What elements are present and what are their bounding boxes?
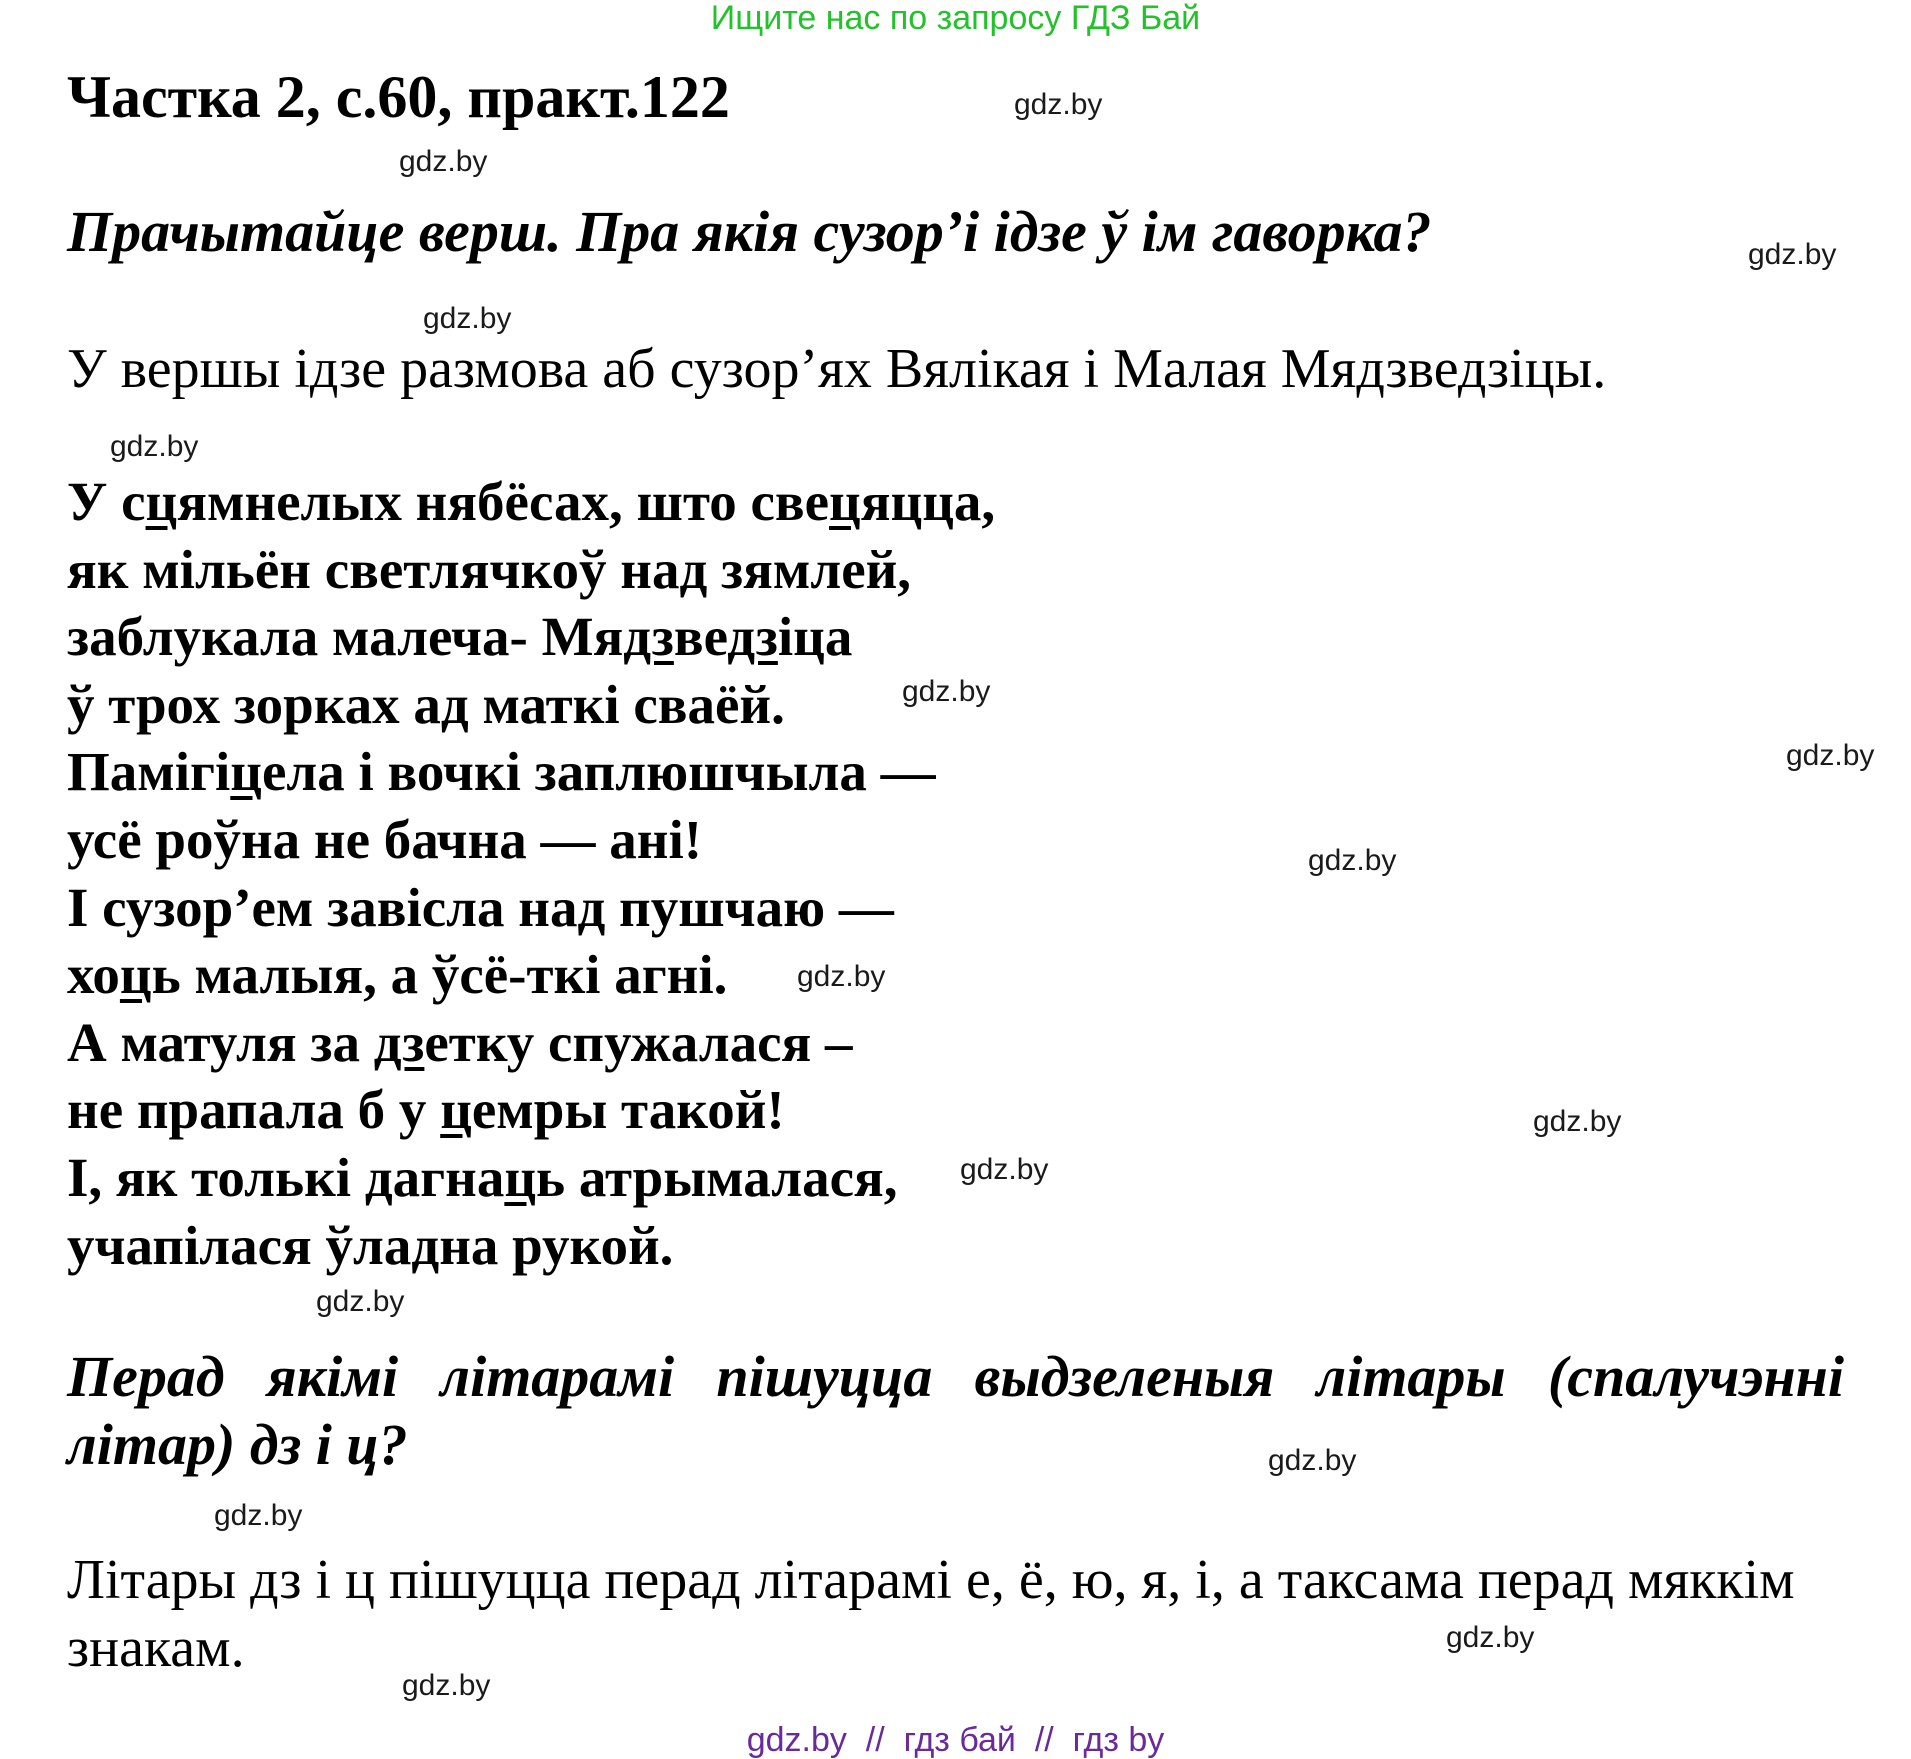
poem-line (67, 468, 995, 536)
poem-text: І сузор’ем завісла над пушчаю — (67, 876, 894, 938)
answer-2: Літары дз і ц пішуцца перад літарамі е, ё, ю, я, і, а таксама перад мяккім знакам. (67, 1549, 1795, 1679)
poem-text: У с (67, 471, 146, 532)
highlighted-letters: ц (440, 1079, 472, 1141)
poem-line (67, 536, 995, 604)
poem-text: заблукала малеча- Мя (67, 606, 624, 668)
poem-text: І, як толькі дагна (67, 1146, 505, 1208)
highlighted-letters: дз (373, 1011, 425, 1073)
highlighted-letters: ц (145, 471, 178, 532)
highlighted-letters: дз (727, 606, 778, 668)
poem-text: хо (67, 944, 120, 1006)
poem-text: ў трох зорках ад маткі сваёй. (67, 673, 785, 735)
poem-text: ела і вочкі заплюшчыла — (261, 741, 936, 803)
poem-line (67, 1076, 995, 1144)
poem-text: учапілася ўладна рукой. (67, 1214, 674, 1276)
poem-text: ямнелых нябёсах, што све (177, 471, 830, 532)
watermark: gdz.by (402, 1669, 491, 1702)
poem-line (67, 874, 995, 942)
poem-text: етку спужалася – (424, 1011, 853, 1073)
poem-line (67, 671, 995, 739)
poem-text: ь малыя, а ўсё-ткі агні. (151, 944, 728, 1006)
watermark: gdz.by (902, 675, 991, 708)
poem-line (67, 806, 995, 874)
poem-text: Памігі (67, 741, 231, 803)
poem (67, 468, 995, 1279)
question-1: Прачытайце верш. Пра якія сузор’і ідзе ў ім гаворка? (67, 199, 1432, 264)
watermark: gdz.by (110, 430, 199, 463)
poem-text: яцца, (860, 471, 996, 532)
watermark: gdz.by (423, 302, 512, 335)
page-heading: Частка 2, с.60, практ.122 (67, 64, 730, 130)
poem-line (67, 1144, 995, 1212)
watermark: gdz.by (1268, 1444, 1357, 1477)
watermark: gdz.by (1748, 238, 1837, 271)
poem-text: ь атрымалася, (536, 1146, 898, 1208)
answer-1: У вершы ідзе размова аб сузор’ях Вялікая і Малая Мядзведзіцы. (67, 338, 1607, 400)
search-banner: Ищите нас по запросу ГДЗ Бай (710, 0, 1201, 37)
highlighted-letters: ц (119, 944, 152, 1006)
poem-text: як мільён светлячкоў над зямлей, (67, 538, 912, 600)
highlighted-letters: ц (829, 471, 861, 532)
poem-line (67, 738, 995, 806)
watermark: gdz.by (960, 1153, 1049, 1186)
poem-text: ве (673, 606, 728, 668)
poem-text: іца (777, 606, 853, 668)
watermark: gdz.by (797, 960, 886, 993)
poem-text: А матуля за (67, 1011, 374, 1073)
poem-text: усё роўна не бачна — ані! (67, 808, 703, 870)
poem-line (67, 603, 995, 671)
highlighted-letters: ц (230, 741, 262, 803)
highlighted-letters: дз (623, 606, 674, 668)
watermark: gdz.by (399, 145, 488, 178)
poem-text: не прапала б у (67, 1079, 441, 1141)
watermark: gdz.by (316, 1285, 405, 1318)
question-2: Перад якімі літарамі пішуцца выдзеленыя літары (спалучэнні літар) дз і ц? (67, 1344, 1844, 1477)
watermark: gdz.by (1786, 739, 1875, 772)
highlighted-letters: ц (504, 1146, 537, 1208)
watermark: gdz.by (1446, 1621, 1535, 1654)
poem-line (67, 1009, 995, 1077)
watermark: gdz.by (1014, 88, 1103, 121)
watermark: gdz.by (1308, 844, 1397, 877)
poem-text: емры такой! (471, 1079, 785, 1141)
poem-line (67, 1212, 995, 1280)
footer-links: gdz.by // гдз бай // гдз by (746, 1721, 1165, 1759)
watermark: gdz.by (214, 1499, 303, 1532)
watermark: gdz.by (1533, 1105, 1622, 1138)
